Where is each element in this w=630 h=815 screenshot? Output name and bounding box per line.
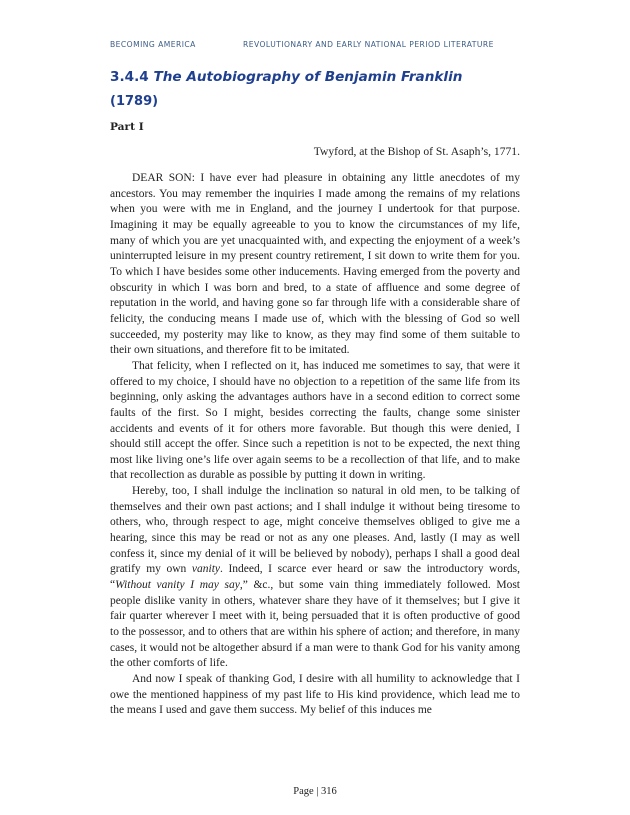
page-number: 316 xyxy=(321,786,337,797)
header-book-title: BECOMING AMERICA xyxy=(110,40,196,49)
paragraph-2: That felicity, when I reflected on it, has induced me sometimes to say, that were it offered to my choice, I should have no objection to a repetition of the same life from its beginning, only asking the advantages authors have in a second edition to correct some faults of the first. So I might, besides correcting the faults, change some sinister accidents and events of it for others more favorable. But though this were denied, I should still accept the offer. Since such a repetition is not to be expected, the next thing most like living one’s life over again seems to be a recollection of that life, and to make that recollection as durable as possible by putting it down in writing. xyxy=(110,359,520,482)
section-heading xyxy=(110,69,462,85)
page-separator: | xyxy=(316,786,319,797)
header-section-title: REVOLUTIONARY AND EARLY NATIONAL PERIOD LITERATURE xyxy=(243,40,494,49)
emphasis-vanity: vanity xyxy=(191,563,220,576)
section-number: 3.4.4 xyxy=(110,69,149,85)
paragraph-3-part-3: ,” &c., but some vain thing immediately followed. Most people dislike vanity in others, whatever share they have of it themselves; but I give it fair quarter wherever I meet with it, being persuaded that it is often productive of good to the possessor, and to others that are within his sphere of action; and therefore, in many cases, it would not be altogether absurd if a man were to thank God for his vanity among the other comforts of life. xyxy=(110,579,520,670)
body-text xyxy=(110,171,520,719)
page-label: Page xyxy=(293,786,314,797)
dateline: Twyford, at the Bishop of St. Asaph’s, 1771. xyxy=(313,145,520,158)
paragraph-4: And now I speak of thanking God, I desire with all humility to acknowledge that I owe the mentioned happiness of my past life to His kind providence, which lead me to the means I used and gave them success. My belief of this induces me xyxy=(110,673,520,717)
page-footer xyxy=(0,786,630,797)
section-year: (1789) xyxy=(110,94,159,109)
paragraph-3-part-1: Hereby, too, I shall indulge the inclination so natural in old men, to be talking of themselves and their own past actions; and I shall indulge it without being tiresome to others, who, through respect to age, might conceive themselves obliged to give me a hearing, since this may be read or not as any one pleases. And, lastly (I may as well confess it, since my denial of it will be believed by nobody), perhaps I shall a good deal gratify my own xyxy=(110,485,520,576)
section-title-text: The Autobiography of Benjamin Franklin xyxy=(153,69,463,85)
paragraph-1: DEAR SON: I have ever had pleasure in obtaining any little anecdotes of my ancestors. You may remember the inquiries I made among the remains of my relations when you were with me in England, and the journey I undertook for that purpose. Imagining it may be equally agreeable to you to know the circumstances of my life, many of which you are yet unacquainted with, and expecting the enjoyment of a week’s uninterrupted leisure in my present country retirement, I sit down to write them for you. To which I have besides some other inducements. Having emerged from the poverty and obscurity in which I was born and bred, to a state of affluence and some degree of reputation in the world, and having gone so far through life with a considerable share of felicity, the conducing means I made use of, which with the blessing of God so well succeeded, my posterity may like to know, as they may find some of them suitable to their own situations, and therefore fit to be imitated. xyxy=(110,172,520,357)
emphasis-quote: Without vanity I may say xyxy=(115,579,240,592)
part-heading: Part I xyxy=(110,121,144,133)
paragraph-3-part-2: . Indeed, I scarce ever heard or saw the introductory words, “ xyxy=(110,563,521,592)
paragraph-3 xyxy=(110,484,520,672)
